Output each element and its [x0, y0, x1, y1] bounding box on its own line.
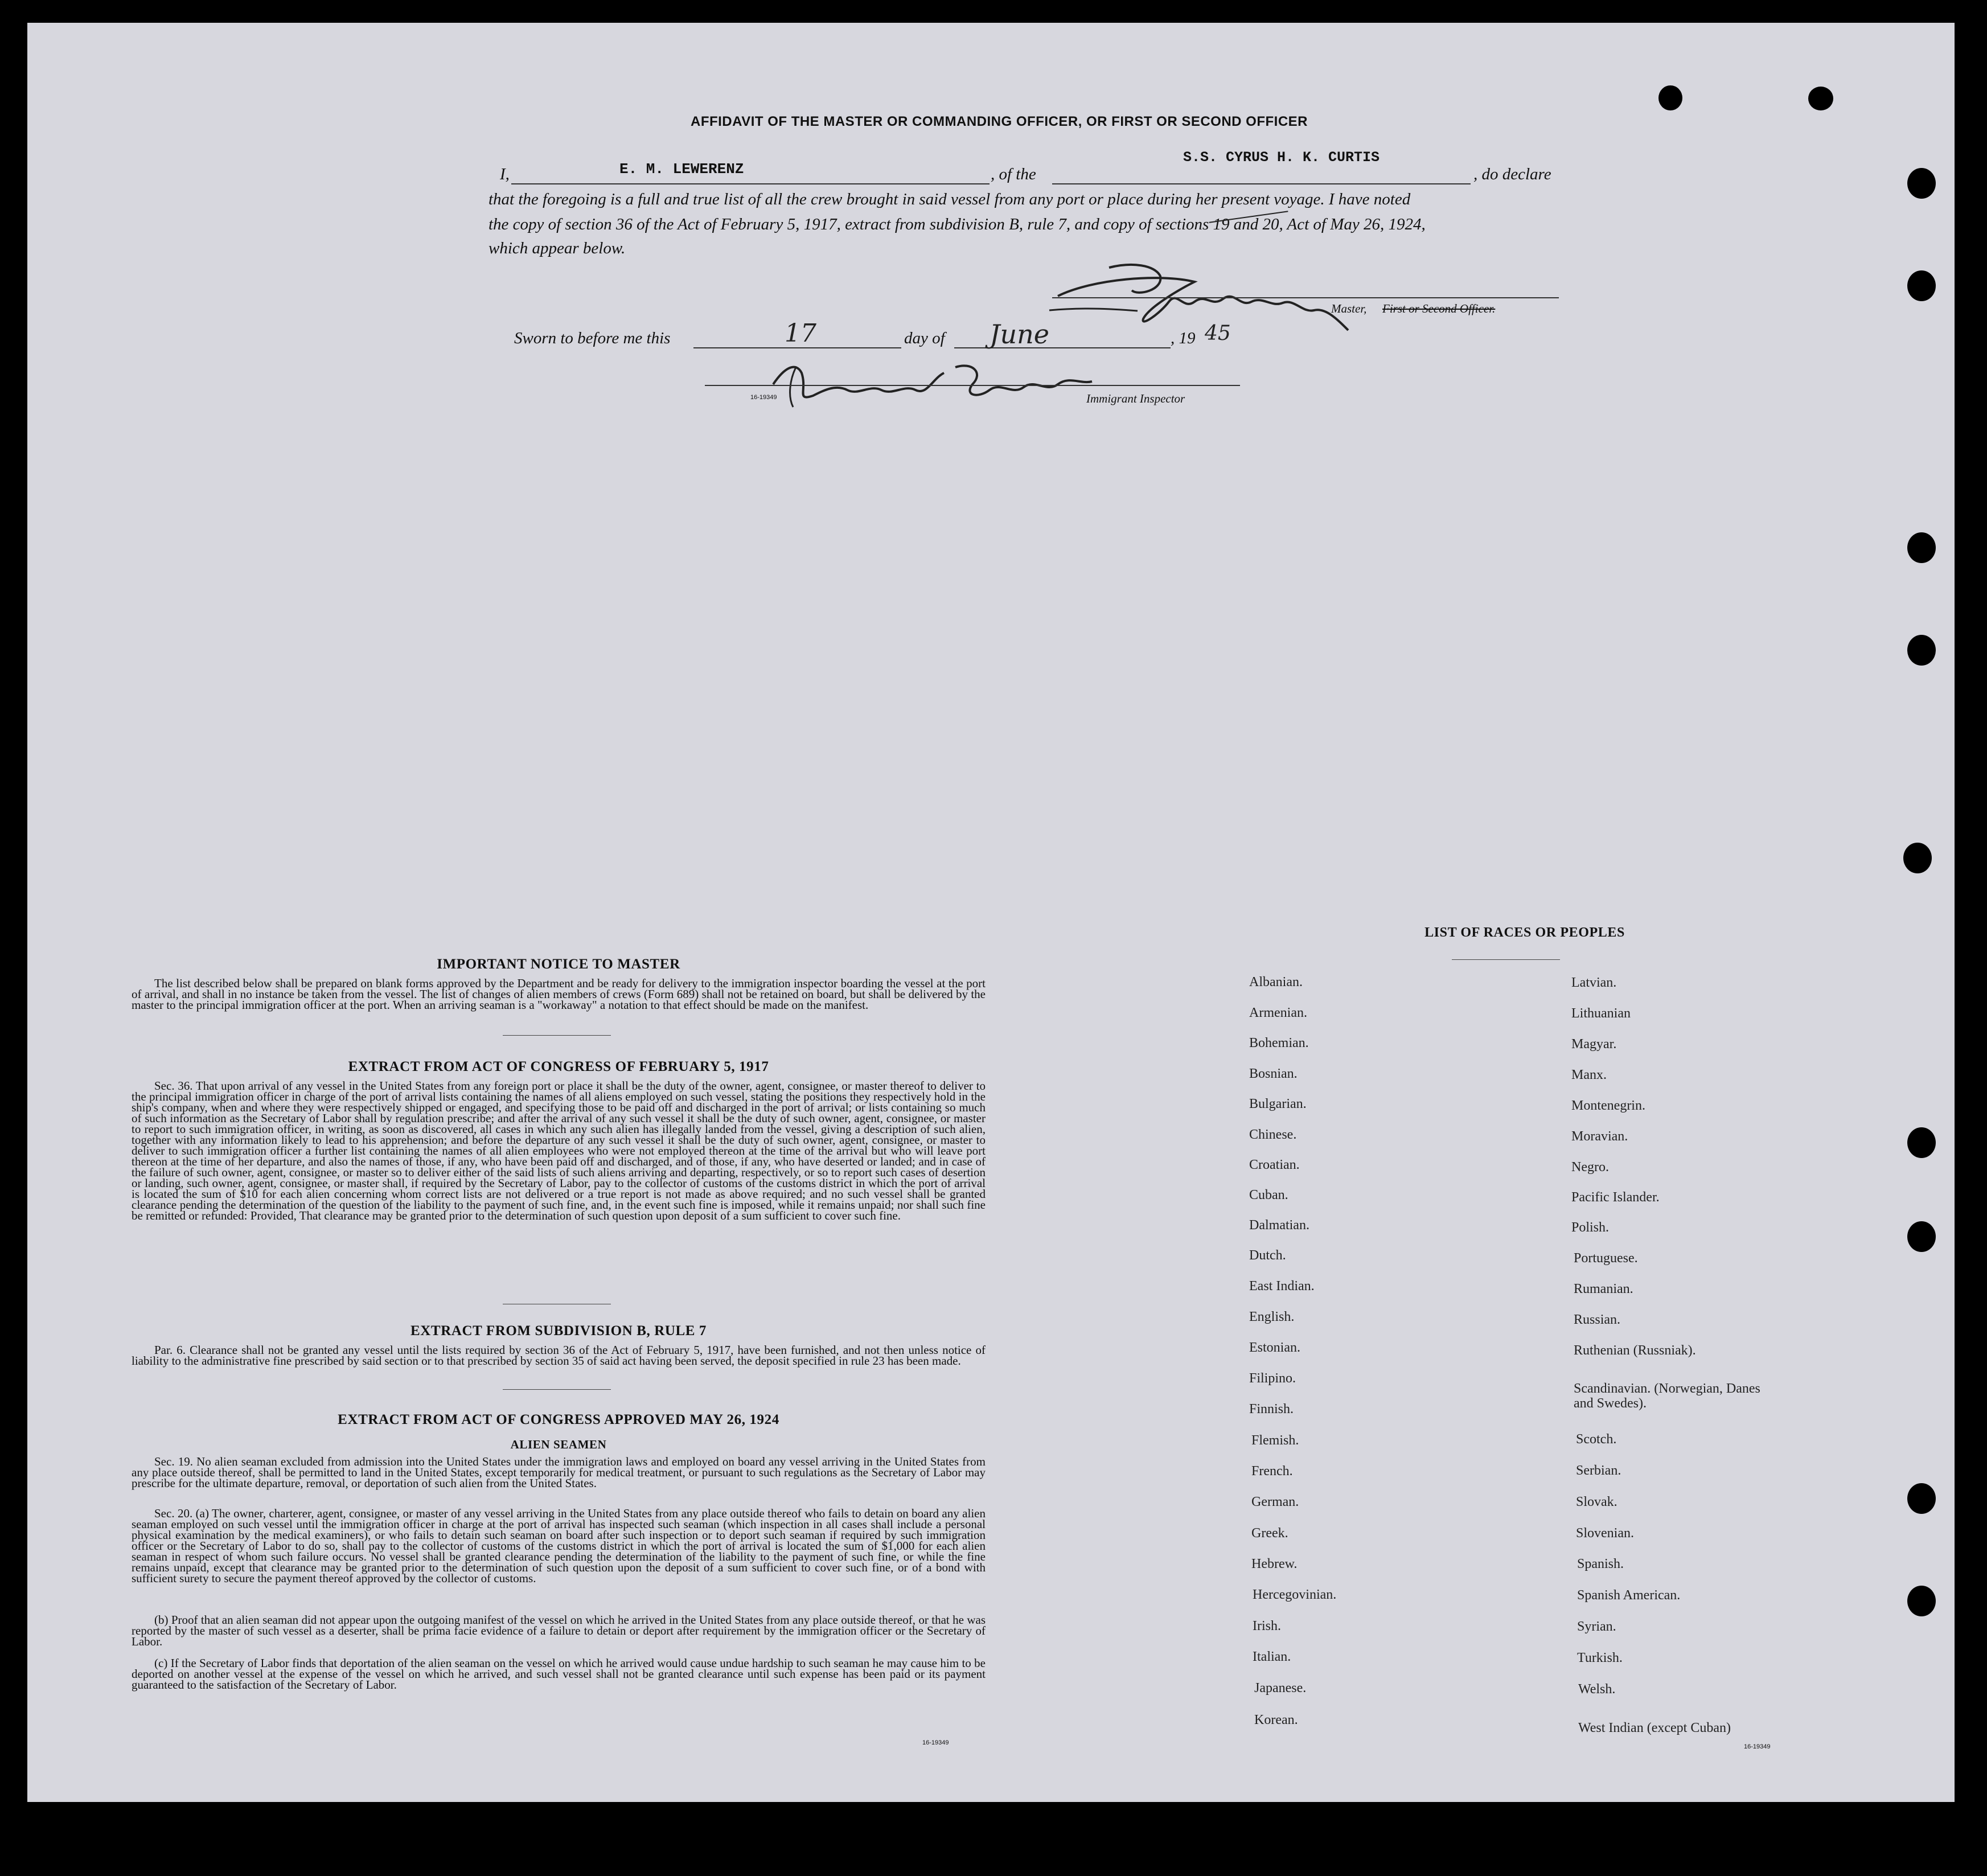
- race-item: Bulgarian.: [1249, 1097, 1307, 1111]
- extract1-heading: EXTRACT FROM ACT OF CONGRESS OF FEBRUARY 5, 1917: [348, 1059, 769, 1074]
- punch-hole: [1808, 87, 1833, 110]
- affidavit-title: AFFIDAVIT OF THE MASTER OR COMMANDING OFFICER, OR FIRST OR SECOND OFFICER: [690, 114, 1308, 129]
- race-item: Pacific Islander.: [1571, 1190, 1660, 1205]
- inspector-signature: [762, 350, 1103, 413]
- sec20a-text: Sec. 20. (a) The owner, charterer, agent, consignee, or master of any vessel arriving in the United States from any place outside thereof who fails to detain on board any alien seaman employed on such vessel until the immigration officer in charge at the port of arrival has inspected such seaman (which inspection in all cases shall include a personal physical examination by the medical examiners), or who fails to detain such seaman on board after such inspection or to deport such seaman if required by such immigration officer or the Secretary of Labor to do so, shall pay to the collector of customs of the customs district in which the port of arrival is located the sum of $1,000 for each alien seaman in respect of whom such failure occurs. No vessel shall be granted clearance pending the determination of the liability to the payment of such fine, or while the fine remains unpaid, except that clearance may be granted prior to the determination of such question upon the deposit of a sum sufficient to cover such fine, or of a bond with sufficient surety to secure the payment thereof approved by the collector of customs.: [132, 1506, 986, 1585]
- race-item: Estonian.: [1249, 1340, 1300, 1355]
- extract1-text: Sec. 36. That upon arrival of any vessel in the United States from any foreign port or place it shall be the duty of the owner, agent, consignee, or master thereof to deliver to the principal immigration officer in charge of the port of arrival lists containing the names of all aliens employed on such vessel, stating the positions they respectively hold in the ship's company, when and where they were respectively shipped or engaged, and specifying those to be paid off and discharged in the port of arrival; or lists containing so much of such information as the Secretary of Labor shall by regulation prescribe; and after the arrival of any such vessel it shall be the duty of such owner, agent, consignee, or master to report to such immigration officer, in writing, as soon as discovered, all cases in which any such alien has illegally landed from the vessel, giving a description of such alien, together with any information likely to lead to his apprehension; and before the departure of any such vessel it shall be the duty of such owner, agent, consignee, or master to deliver to such immigration officer a further list containing the names of all alien employees who were not employed thereon at the time of the arrival but who will leave port thereon at the time of her departure, and also the names of those, if any, who have been paid off and discharged, and of those, if any, who have deserted or landed; and in case of the failure of such owner, agent, consignee, or master so to deliver either of the said lists of such aliens arriving and departing, respectively, or so to report such cases of desertion or landing, such owner, agent, consignee, or master shall, if required by the Secretary of Labor, pay to the collector of customs of the customs district in which the port of arrival is located the sum of $10 for each alien concerning whom correct lists are not delivered or a true report is not made as above required; and no such vessel shall be granted clearance pending the determination of the question of the liability to the payment of such fine, and, in the event such fine is imposed, while it remains unpaid; nor shall such fine be remitted or refunded: Provided, That clearance may be granted prior to the determination of such question upon deposit of a sum sufficient to cover such fine.: [132, 1079, 986, 1222]
- race-item: Slovenian.: [1576, 1526, 1634, 1541]
- race-item: Cuban.: [1249, 1188, 1288, 1202]
- master-label: Master,: [1331, 302, 1367, 315]
- race-item: Greek.: [1251, 1526, 1288, 1541]
- notice-text: The list described below shall be prepared on blank forms approved by the Department and be ready for delivery to the immigration inspector boarding the vessel at the port of arrival, and shall in no instance be taken from the vessel. The list of changes of alien members of crews (Form 689) shall not be retained on board, but shall be delivered by the master to the principal immigration officer at the port. When an arriving seaman is a "workaway" a notation to that effect should be made on the manifest.: [132, 976, 986, 1012]
- inspector-line: [705, 385, 1240, 386]
- race-item: Serbian.: [1576, 1463, 1621, 1478]
- punch-hole: [1907, 270, 1936, 301]
- affidavit-line-2: the copy of section 36 of the Act of February 5, 1917, extract from subdivision B, rule 7, and copy of sections 19 and 20, Act of May 26, 1924,: [488, 215, 1426, 233]
- race-item: Korean.: [1254, 1713, 1298, 1727]
- race-item: Magyar.: [1571, 1037, 1617, 1052]
- race-item: Syrian.: [1577, 1619, 1616, 1634]
- race-item: West Indian (except Cuban): [1578, 1721, 1731, 1735]
- extract2-heading: EXTRACT FROM SUBDIVISION B, RULE 7: [410, 1323, 707, 1339]
- race-item: Scandinavian. (Norwegian, Danes and Swedes).: [1574, 1381, 1760, 1411]
- affidavit-line-3: which appear below.: [488, 239, 626, 257]
- punch-hole: [1907, 1221, 1936, 1252]
- race-item: Scotch.: [1576, 1432, 1617, 1447]
- punch-hole: [1907, 1483, 1936, 1514]
- master-name: E. M. LEWERENZ: [619, 161, 744, 178]
- notice-form-code: 16-19349: [922, 1739, 949, 1746]
- race-item: Slovak.: [1576, 1495, 1617, 1509]
- race-item: Bohemian.: [1249, 1036, 1309, 1050]
- race-item: Rumanian.: [1574, 1282, 1633, 1296]
- punch-hole: [1907, 532, 1936, 563]
- sworn-label: Sworn to before me this: [514, 329, 671, 347]
- race-item: Bosnian.: [1249, 1066, 1298, 1081]
- sworn-day: 17: [785, 319, 816, 348]
- race-item: Dalmatian.: [1249, 1218, 1309, 1233]
- race-item: Albanian.: [1249, 975, 1303, 990]
- extract3-subheading: ALIEN SEAMEN: [510, 1438, 607, 1451]
- struck-officer-label: First or Second Officer.: [1382, 302, 1496, 315]
- affidavit-line-1: that the foregoing is a full and true list of all the crew brought in said vessel from any port or place during her present voyage. I have noted: [488, 190, 1411, 208]
- sec20b-text: (b) Proof that an alien seaman did not appear upon the outgoing manifest of the vessel on which he arrived in the United States from any place outside thereof, or that he was reported by the master of such vessel as a deserter, shall be prima facie evidence of a failure to detain or deport after requirement by the immigration officer or the Secretary of Labor.: [132, 1613, 986, 1648]
- race-item: East Indian.: [1249, 1279, 1315, 1294]
- race-item: Manx.: [1571, 1068, 1607, 1082]
- punch-hole: [1907, 635, 1936, 666]
- race-item: Polish.: [1571, 1220, 1610, 1235]
- race-item: Chinese.: [1249, 1127, 1297, 1142]
- race-item: Welsh.: [1578, 1682, 1616, 1697]
- race-item: Italian.: [1253, 1649, 1291, 1664]
- race-item: Croatian.: [1249, 1157, 1300, 1172]
- year-prefix: , 19: [1171, 329, 1196, 347]
- race-item: Flemish.: [1251, 1433, 1299, 1448]
- punch-hole: [1907, 1127, 1936, 1158]
- punch-hole: [1907, 1586, 1936, 1616]
- race-item: Portuguese.: [1574, 1251, 1638, 1266]
- manifest-page: [27, 23, 1955, 1802]
- vessel-line: [1052, 183, 1471, 184]
- affidavit-form-code: 16-19349: [750, 394, 777, 401]
- race-item: Japanese.: [1254, 1681, 1307, 1696]
- punch-hole: [1907, 168, 1936, 199]
- sworn-month: June: [990, 319, 1049, 350]
- race-item: Montenegrin.: [1571, 1098, 1645, 1113]
- sec20c-text: (c) If the Secretary of Labor finds that deportation of the alien seaman on the vessel on which he arrived would cause undue hardship to such seaman he may cause him to be deported on another vessel at the expense of the vessel on which he arrived, and such vessel shall not be granted clearance until such expense has been paid or its payment guaranteed to the satisfaction of the Secretary of Labor.: [132, 1656, 986, 1692]
- race-item: Latvian.: [1571, 975, 1617, 990]
- race-item: Negro.: [1571, 1160, 1609, 1175]
- sec19-text: Sec. 19. No alien seaman excluded from admission into the United States under the immigration laws and employed on board any vessel arriving in the United States from any place outside thereof, shall be permitted to land in the United States, except temporarily for medical treatment, or pursuant to such regulations as the Secretary of Labor may prescribe for the ultimate departure, removal, or deportation of such alien from the United States.: [132, 1455, 986, 1490]
- race-item: Filipino.: [1249, 1371, 1296, 1386]
- races-form-code: 16-19349: [1744, 1743, 1771, 1750]
- race-item: Spanish American.: [1577, 1588, 1681, 1603]
- races-heading: LIST OF RACES OR PEOPLES: [1424, 925, 1625, 940]
- name-line: [511, 183, 990, 184]
- vessel-name: S.S. CYRUS H. K. CURTIS: [1183, 149, 1380, 166]
- day-of-label: day of: [904, 329, 945, 347]
- sworn-month-line: [954, 347, 1171, 348]
- punch-hole: [1903, 843, 1932, 873]
- race-item: Lithuanian: [1571, 1006, 1631, 1021]
- extract2-text: Par. 6. Clearance shall not be granted any vessel until the lists required by section 36 of the Act of February 5, 1917, have been furnished, and not then unless notice of liability to the administrative fine prescribed by said section or to that prescribed by section 35 of said act having been served, the deposit specified in rule 23 has been made.: [132, 1343, 986, 1368]
- race-item: Finnish.: [1249, 1402, 1294, 1417]
- extract3-heading: EXTRACT FROM ACT OF CONGRESS APPROVED MAY 26, 1924: [338, 1412, 779, 1427]
- race-item: Armenian.: [1249, 1005, 1307, 1020]
- race-item: German.: [1251, 1495, 1299, 1509]
- inspector-label: Immigrant Inspector: [1086, 392, 1185, 405]
- race-item: Moravian.: [1571, 1129, 1628, 1144]
- divider: [503, 1389, 611, 1390]
- master-signature-line: [1052, 297, 1559, 298]
- sworn-year: 45: [1205, 322, 1231, 345]
- race-item: Spanish.: [1577, 1557, 1624, 1571]
- race-item: Ruthenian (Russniak).: [1574, 1343, 1696, 1358]
- race-item: French.: [1251, 1464, 1293, 1479]
- race-item: Irish.: [1253, 1619, 1281, 1633]
- race-item: Hercegovinian.: [1253, 1587, 1337, 1602]
- divider: [1452, 959, 1560, 960]
- affidavit-i-label: I,: [500, 165, 510, 183]
- race-item: English.: [1249, 1309, 1295, 1324]
- race-item: Hebrew.: [1251, 1557, 1298, 1571]
- notice-heading: IMPORTANT NOTICE TO MASTER: [437, 957, 680, 972]
- of-the-label: , of the: [991, 165, 1036, 183]
- race-item: Turkish.: [1577, 1651, 1623, 1665]
- race-item: Russian.: [1574, 1312, 1621, 1327]
- punch-hole: [1658, 85, 1682, 110]
- do-declare-label: , do declare: [1473, 165, 1551, 183]
- race-item: Dutch.: [1249, 1248, 1286, 1263]
- divider: [503, 1035, 611, 1036]
